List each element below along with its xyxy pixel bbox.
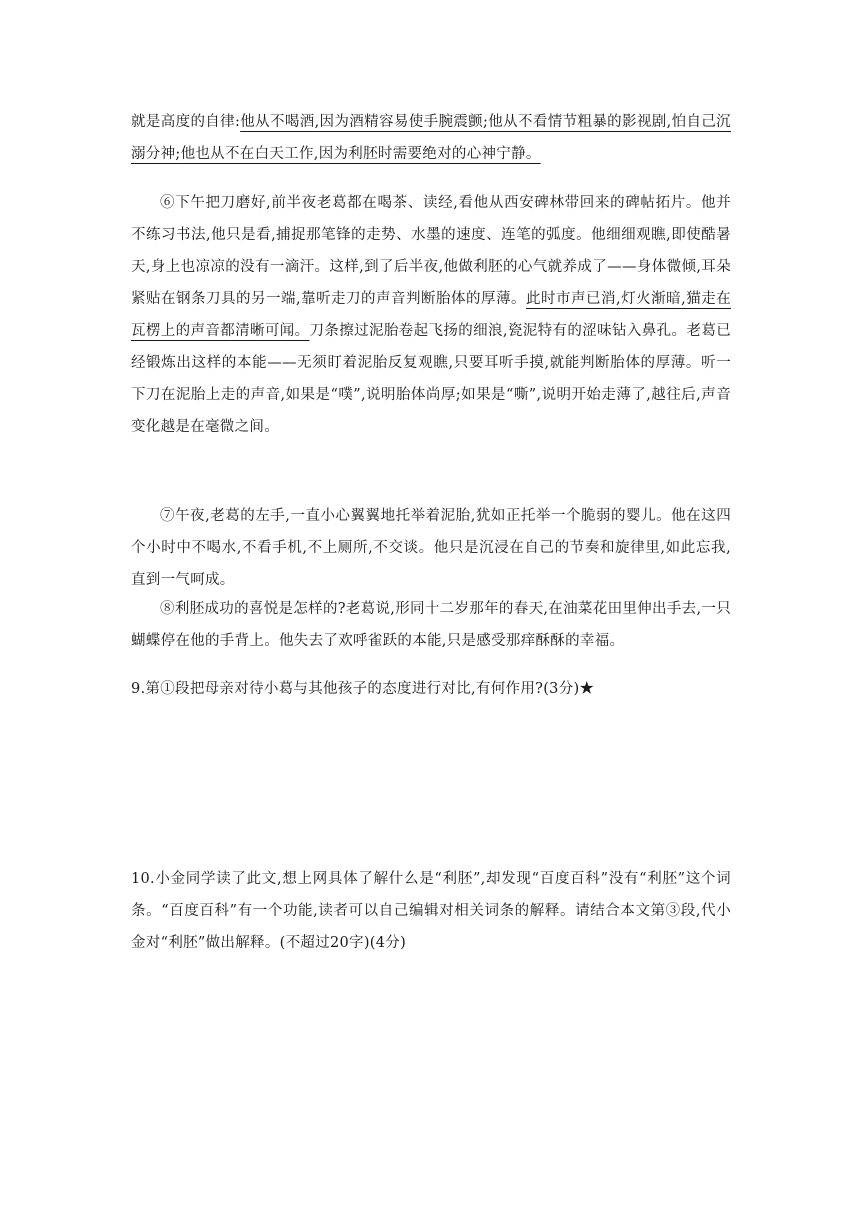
text-plain: 就是高度的自律: — [131, 114, 241, 130]
underlined-sentence: 他从不喝酒,因为酒精容易使手腕震颤;他从不看情节粗暴的影视剧,怕自己沉溺分神;他也从不在白天工作,因为利胚时需要绝对的心神宁静。 — [131, 114, 731, 162]
question-9: 9.第①段把母亲对待小葛与其他孩子的态度进行对比,有何作用?(3分)★ — [131, 681, 595, 697]
paragraph-8: ⑧利胚成功的喜悦是怎样的?老葛说,形同十二岁那年的春天,在油菜花田里伸出手去,一只蝴蝶停在他的手背上。他失去了欢呼雀跃的本能,只是感受那痒酥酥的幸福。 — [131, 601, 731, 649]
paragraph-self-discipline — [131, 106, 731, 170]
underlined-sentence: 此时市声已消,灯火渐暗,猫走在瓦楞上的声音都清晰可闻。 — [131, 291, 732, 339]
text-plain: 刀条擦过泥胎卷起飞扬的细浪,瓷泥特有的涩味钻入鼻孔。老葛已经锻炼出这样的本能——无须盯着泥胎反复观瞧,只要耳听手摸,就能判断胎体的厚薄。听一下刀在泥胎上走的声音,如果是“噗”,说明胎体尚厚;如果是“嘶”,说明开始走薄了,越往后,声音变化越是在毫微之间。 — [131, 323, 731, 435]
text-plain: ⑥下午把刀磨好,前半夜老葛都在喝茶、读经,看他从西安碑林带回来的碑帖拓片。他并不练习书法,他只是看,捕捉那笔锋的走势、水墨的速度、连笔的弧度。他细细观瞧,即使酷暑天,身上也凉凉的没有一滴汗。这样,到了后半夜,他做利胚的心气就养成了——身体微倾,耳朵紧贴在钢条刀具的另一端,靠听走刀的声音判断胎体的厚薄。 — [131, 195, 731, 307]
paragraph-6 — [131, 187, 731, 443]
question-10: 10.小金同学读了此文,想上网具体了解什么是“利胚”,却发现“百度百科”没有“利胚”这个词条。“百度百科”有一个功能,读者可以自己编辑对相关词条的解释。请结合本文第③段,代小金对“利胚”做出解释。(不超过20字)(4分) — [131, 871, 731, 951]
paragraph-7: ⑦午夜,老葛的左手,一直小心翼翼地托举着泥胎,犹如正托举一个脆弱的婴儿。他在这四个小时中不喝水,不看手机,不上厕所,不交谈。他只是沉浸在自己的节奏和旋律里,如此忘我,直到一气呵成。 — [131, 508, 731, 588]
